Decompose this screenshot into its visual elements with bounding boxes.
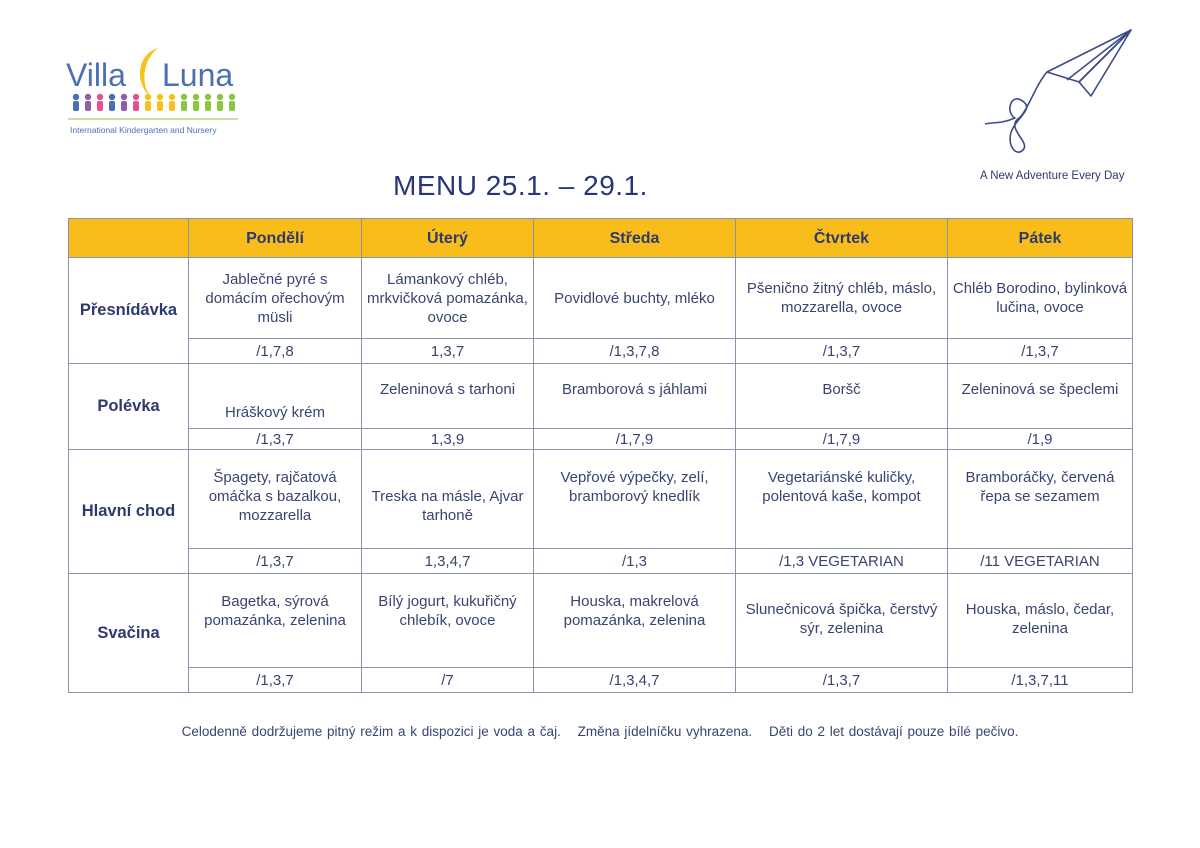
allergen-row [69, 668, 1133, 693]
menu-item: Povidlové buchty, mléko [534, 258, 736, 339]
menu-table [68, 218, 1133, 693]
table-row [69, 450, 1133, 549]
header-corner-cell [69, 219, 189, 258]
day-header: Úterý [362, 219, 534, 258]
allergen-codes: /1,3 [534, 549, 736, 574]
allergen-row [69, 429, 1133, 450]
menu-item: Špagety, rajčatová omáčka s bazalkou, mozzarella [189, 450, 362, 549]
menu-item: Vepřové výpečky, zelí, bramborový knedlík [534, 450, 736, 549]
tagline: A New Adventure Every Day [980, 170, 1125, 182]
meal-name: Přesnídávka [69, 258, 189, 364]
menu-item: Pšeničnо žitný chléb, máslo, mozzarella, ovoce [736, 258, 948, 339]
menu-item: Lámankový chléb, mrkvičková pomazánka, ovoce [362, 258, 534, 339]
menu-item: Slunečnicová špička, čerstvý sýr, zelenina [736, 574, 948, 668]
logo-name-part1: Villa [66, 57, 126, 93]
meal-name: Hlavní chod [69, 450, 189, 574]
allergen-codes: /1,9 [948, 429, 1133, 450]
menu-item: Chléb Borodino, bylinková lučina, ovoce [948, 258, 1133, 339]
menu-item: Bramboráčky, červená řepa se sezamem [948, 450, 1133, 549]
allergen-codes: /1,7,9 [534, 429, 736, 450]
allergen-codes: /1,3,7 [189, 668, 362, 693]
footer-note: Děti do 2 let dostávají pouze bílé pečivo. [768, 724, 1019, 739]
menu-item: Boršč [736, 364, 948, 429]
day-header: Pondělí [189, 219, 362, 258]
children-figures-icon [73, 94, 235, 111]
menu-item: Jablečné pyré s domácím ořechovým müsli [189, 258, 362, 339]
menu-item: Zeleninová se špeclemi [948, 364, 1133, 429]
menu-item: Bagetka, sýrová pomazánka, zelenina [189, 574, 362, 668]
menu-item: Houska, makrelová pomazánka, zelenina [534, 574, 736, 668]
allergen-codes: 1,3,9 [362, 429, 534, 450]
menu-item: Treska na másle, Ajvar tarhoně [362, 450, 534, 549]
day-header: Pátek [948, 219, 1133, 258]
allergen-codes: /11 VEGETARIAN [948, 549, 1133, 574]
page-title: MENU 25.1. – 29.1. [393, 170, 648, 201]
day-header: Čtvrtek [736, 219, 948, 258]
allergen-codes: /1,3,7 [736, 668, 948, 693]
paper-plane-icon [975, 26, 1145, 166]
day-header: Středa [534, 219, 736, 258]
allergen-codes: /1,3,4,7 [534, 668, 736, 693]
villa-luna-logo [66, 44, 246, 140]
footer-note: Celodenně dodržujeme pitný režim a k dispozici je voda a čaj. [181, 724, 561, 739]
table-row [69, 258, 1133, 339]
allergen-codes: /1,7,8 [189, 339, 362, 364]
allergen-codes: /1,3,7,8 [534, 339, 736, 364]
allergen-codes: 1,3,4,7 [362, 549, 534, 574]
footer-notes [0, 724, 1200, 739]
allergen-codes: /1,7,9 [736, 429, 948, 450]
menu-item: Zeleninová s tarhoni [362, 364, 534, 429]
table-row [69, 574, 1133, 668]
allergen-codes: /1,3,7 [948, 339, 1133, 364]
allergen-codes: /1,3,7 [189, 549, 362, 574]
logo-name-part2: Luna [162, 57, 234, 93]
menu-item: Hráškový krém [189, 364, 362, 429]
meal-name: Polévka [69, 364, 189, 450]
allergen-codes: 1,3,7 [362, 339, 534, 364]
allergen-codes: /1,3 VEGETARIAN [736, 549, 948, 574]
table-row [69, 364, 1133, 429]
logo-subtitle: International Kindergarten and Nursery [70, 125, 217, 135]
menu-item: Houska, máslo, čedar, zelenina [948, 574, 1133, 668]
menu-item: Bramborová s jáhlami [534, 364, 736, 429]
allergen-codes: /7 [362, 668, 534, 693]
menu-item: Vegetariánské kuličky, polentová kaše, kompot [736, 450, 948, 549]
allergen-codes: /1,3,7 [736, 339, 948, 364]
allergen-row [69, 339, 1133, 364]
menu-item: Bílý jogurt, kukuřičný chlebík, ovoce [362, 574, 534, 668]
allergen-codes: /1,3,7,11 [948, 668, 1133, 693]
meal-name: Svačina [69, 574, 189, 693]
table-header-row [69, 219, 1133, 258]
footer-note: Změna jídelníčku vyhrazena. [577, 724, 753, 739]
allergen-codes: /1,3,7 [189, 429, 362, 450]
allergen-row [69, 549, 1133, 574]
